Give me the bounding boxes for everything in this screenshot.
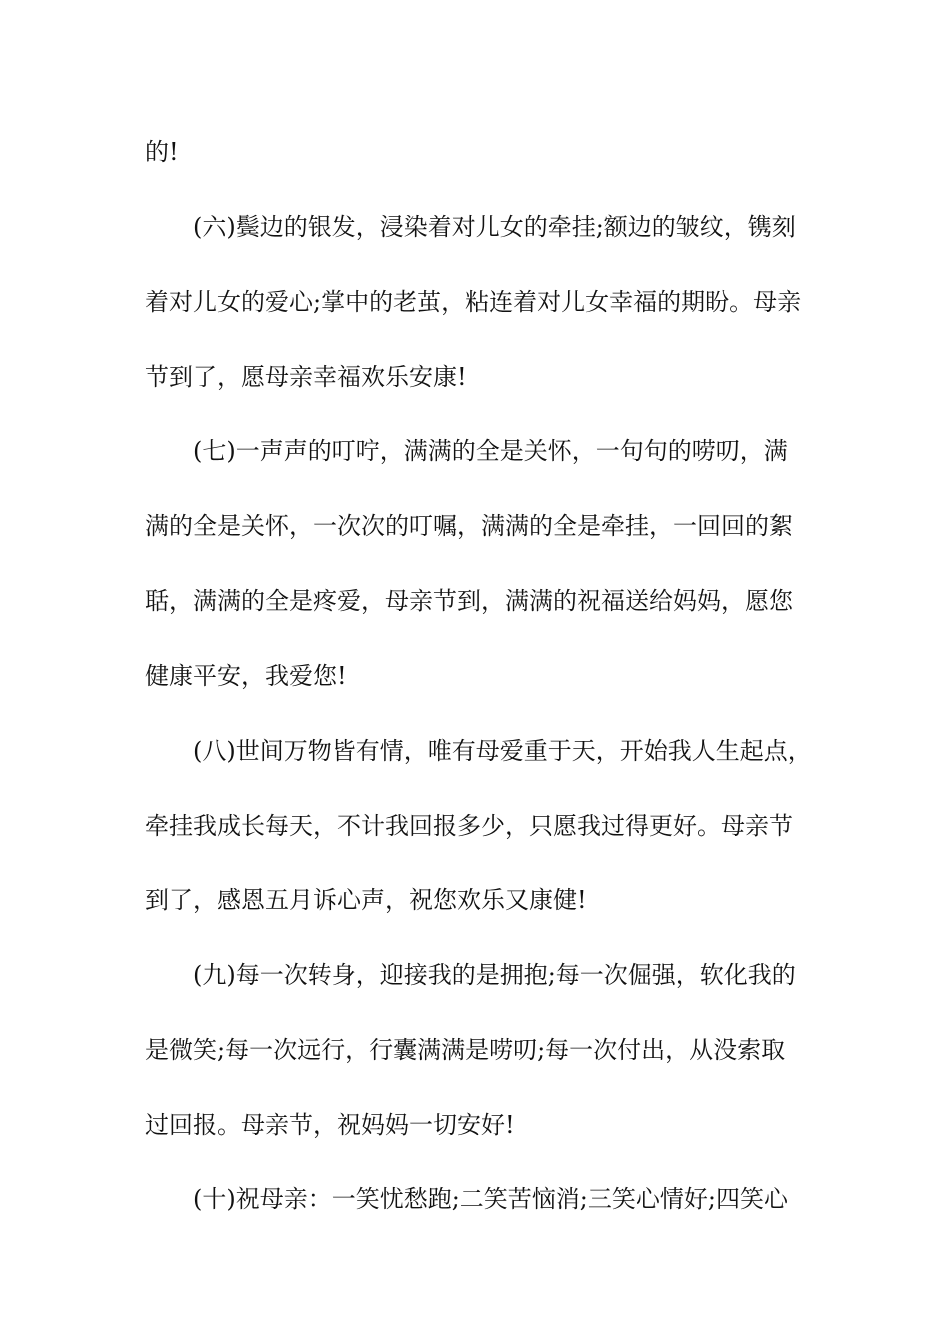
paragraph-8-line: (八)世间万物皆有情，唯有母爱重于天，开始我人生起点， bbox=[193, 737, 812, 765]
text-line: 到了，感恩五月诉心声，祝您欢乐又康健! bbox=[145, 886, 587, 914]
paragraph-9-line: (九)每一次转身，迎接我的是拥抱;每一次倔强，软化我的 bbox=[193, 961, 796, 989]
text-line: 满的全是关怀，一次次的叮嘱，满满的全是牵挂，一回回的絮 bbox=[145, 512, 793, 540]
paragraph-6-line: (六)鬓边的银发，浸染着对儿女的牵挂;额边的皱纹，镌刻 bbox=[193, 213, 796, 241]
text-line: 牵挂我成长每天，不计我回报多少，只愿我过得更好。母亲节 bbox=[145, 812, 793, 840]
paragraph-7-line: (七)一声声的叮咛，满满的全是关怀，一句句的唠叨，满 bbox=[193, 437, 788, 465]
text-line: 聒，满满的全是疼爱，母亲节到，满满的祝福送给妈妈，愿您 bbox=[145, 587, 793, 615]
text-line: 着对儿女的爱心;掌中的老茧，粘连着对儿女幸福的期盼。母亲 bbox=[145, 288, 802, 316]
text-line: 的! bbox=[145, 138, 179, 166]
paragraph-10-line: (十)祝母亲：一笑忧愁跑;二笑苦恼消;三笑心情好;四笑心 bbox=[193, 1185, 788, 1213]
text-line: 过回报。母亲节，祝妈妈一切安好! bbox=[145, 1111, 515, 1139]
text-line: 是微笑;每一次远行，行囊满满是唠叨;每一次付出，从没索取 bbox=[145, 1036, 786, 1064]
text-line: 节到了，愿母亲幸福欢乐安康! bbox=[145, 363, 467, 391]
text-line: 健康平安，我爱您! bbox=[145, 662, 347, 690]
